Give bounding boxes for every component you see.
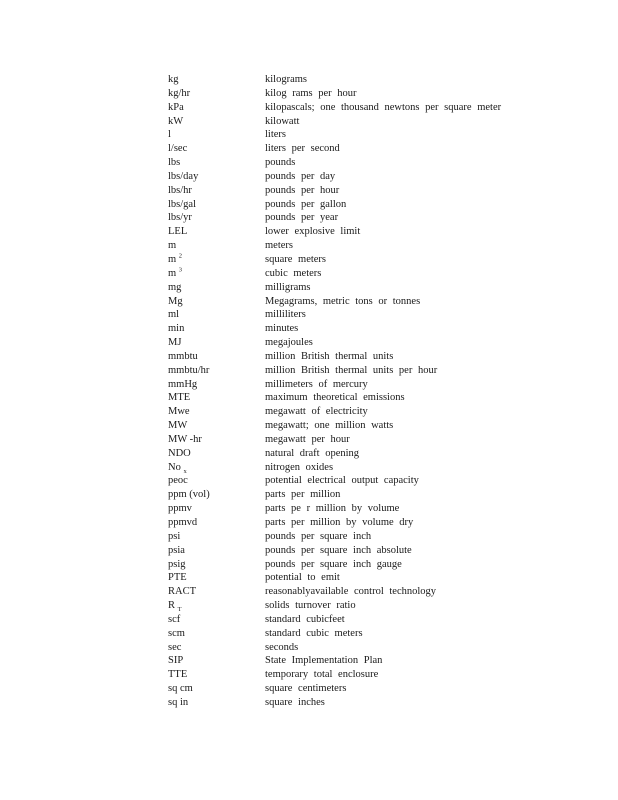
definition: megawatt; one million watts <box>265 420 394 432</box>
abbreviation-text: m <box>168 253 177 265</box>
glossary-row <box>168 447 588 461</box>
abbreviation <box>168 461 265 475</box>
glossary-row <box>168 544 588 558</box>
abbreviation <box>168 239 265 253</box>
glossary-row <box>168 322 588 336</box>
glossary-row <box>168 613 588 627</box>
definition: temporary total enclosure <box>265 669 379 681</box>
glossary-row <box>168 585 588 599</box>
abbreviation <box>168 627 265 641</box>
definition: natural draft opening <box>265 447 360 459</box>
abbreviation <box>168 474 265 488</box>
abbreviation-text: kg <box>168 74 179 85</box>
glossary-row <box>168 170 588 184</box>
abbreviation <box>168 308 265 322</box>
abbreviation <box>168 225 265 239</box>
glossary-row <box>168 654 588 668</box>
glossary-row <box>168 73 588 87</box>
abbreviation-text: MJ <box>168 337 182 349</box>
abbreviation-text: mmbtu <box>168 350 198 362</box>
abbreviation-text: psia <box>168 544 185 556</box>
abbreviation <box>168 558 265 572</box>
abbreviation <box>168 156 265 170</box>
abbreviation-text: peoc <box>168 475 188 487</box>
abbreviation-superscript: 2 <box>178 252 183 260</box>
abbreviation <box>168 281 265 295</box>
abbreviation-text: ml <box>168 309 180 321</box>
abbreviation <box>168 142 265 156</box>
definition: kilog rams per hour <box>265 87 357 99</box>
definition: kilograms <box>265 74 307 85</box>
glossary-row <box>168 115 588 129</box>
abbreviation-text: sec <box>168 641 182 653</box>
abbreviation <box>168 170 265 184</box>
abbreviation-text: mg <box>168 281 182 293</box>
definition: minutes <box>265 323 299 335</box>
abbreviation-text: sq in <box>168 696 189 708</box>
definition: nitrogen oxides <box>265 461 334 473</box>
definition: liters per second <box>265 143 340 155</box>
abbreviation-text: LEL <box>168 226 188 238</box>
glossary-row <box>168 474 588 488</box>
abbreviation-text: m <box>168 240 177 252</box>
abbreviation <box>168 322 265 336</box>
abbreviation <box>168 295 265 309</box>
abbreviation <box>168 73 265 87</box>
abbreviation-text: psig <box>168 558 186 570</box>
glossary-row <box>168 295 588 309</box>
abbreviation <box>168 184 265 198</box>
abbreviation <box>168 253 265 267</box>
abbreviation <box>168 654 265 668</box>
abbreviation <box>168 350 265 364</box>
definition: seconds <box>265 641 299 653</box>
abbreviation-text: R <box>168 600 176 612</box>
glossary-row <box>168 267 588 281</box>
definition: liters <box>265 129 286 141</box>
glossary-row <box>168 516 588 530</box>
abbreviation-text: No <box>168 461 181 473</box>
definition: pounds per square inch gauge <box>265 558 402 570</box>
glossary-row <box>168 641 588 655</box>
abbreviation-text: l <box>168 129 171 141</box>
abbreviation <box>168 502 265 516</box>
glossary-row <box>168 336 588 350</box>
abbreviation-text: SIP <box>168 655 184 667</box>
abbreviation <box>168 198 265 212</box>
definition: kilopascals; one thousand newtons per square meter <box>265 101 502 113</box>
glossary-row <box>168 211 588 225</box>
definition: pounds per year <box>265 212 339 224</box>
abbreviation-text: ppmvd <box>168 517 198 528</box>
abbreviation <box>168 599 265 613</box>
definition: kilowatt <box>265 115 300 127</box>
abbreviation-text: MW -hr <box>168 433 202 445</box>
glossary-row <box>168 502 588 516</box>
definition: milligrams <box>265 281 311 293</box>
abbreviation-text: Mwe <box>168 406 190 418</box>
definition: pounds <box>265 157 296 169</box>
abbreviation <box>168 364 265 378</box>
glossary-row <box>168 378 588 392</box>
definition: parts per million by volume dry <box>265 517 414 528</box>
abbreviation-text: PTE <box>168 572 187 584</box>
abbreviation-text: sq cm <box>168 683 193 695</box>
abbreviation-text: psi <box>168 530 181 542</box>
glossary-row <box>168 308 588 322</box>
glossary-row <box>168 128 588 142</box>
glossary-row <box>168 198 588 212</box>
abbreviation <box>168 336 265 350</box>
definition: megawatt of electricity <box>265 406 368 418</box>
abbreviation-text: ppm (vol) <box>168 489 210 501</box>
glossary-row <box>168 225 588 239</box>
abbreviation-text: ppmv <box>168 503 192 515</box>
definition: potential electrical output capacity <box>265 475 419 487</box>
definition: maximum theoretical emissions <box>265 392 405 404</box>
abbreviation-text: lbs <box>168 157 181 169</box>
abbreviation <box>168 378 265 392</box>
definition: pounds per square inch absolute <box>265 544 412 556</box>
definition: pounds per gallon <box>265 198 347 210</box>
abbreviation <box>168 613 265 627</box>
glossary-row <box>168 530 588 544</box>
abbreviation <box>168 530 265 544</box>
abbreviation <box>168 571 265 585</box>
definition: parts per million <box>265 489 341 501</box>
abbreviation <box>168 211 265 225</box>
abbreviation-text: kPa <box>168 101 184 113</box>
abbreviation-text: scm <box>168 627 185 639</box>
abbreviation-text: lbs/yr <box>168 212 192 224</box>
abbreviation <box>168 115 265 129</box>
glossary-row <box>168 101 588 115</box>
abbreviation-text: MTE <box>168 392 191 404</box>
abbreviation-text: kW <box>168 115 184 127</box>
glossary-row <box>168 433 588 447</box>
definition: parts pe r million by volume <box>265 503 400 515</box>
definition: megawatt per hour <box>265 433 350 445</box>
glossary-row <box>168 87 588 101</box>
abbreviation-text: mmHg <box>168 378 198 390</box>
definition: lower explosive limit <box>265 226 361 238</box>
glossary-row <box>168 156 588 170</box>
abbreviation <box>168 682 265 696</box>
abbreviation <box>168 405 265 419</box>
definition: pounds per square inch <box>265 530 372 542</box>
glossary-row <box>168 558 588 572</box>
abbreviation <box>168 87 265 101</box>
definition: cubic meters <box>265 267 322 279</box>
abbreviation-text: TTE <box>168 669 188 681</box>
glossary-row <box>168 239 588 253</box>
glossary-row <box>168 253 588 267</box>
abbreviation-superscript: 3 <box>178 266 183 274</box>
definition: milliliters <box>265 309 306 321</box>
abbreviation-subscript: x <box>183 467 187 475</box>
abbreviation-text: lbs/day <box>168 170 199 182</box>
glossary-row <box>168 391 588 405</box>
abbreviation-text: mmbtu/hr <box>168 364 210 376</box>
glossary-row <box>168 461 588 475</box>
abbreviation-text: lbs/gal <box>168 198 196 210</box>
abbreviation-text: Mg <box>168 295 183 307</box>
definition: million British thermal units <box>265 350 394 362</box>
glossary-row <box>168 405 588 419</box>
definition: pounds per day <box>265 170 336 182</box>
definition: square centimeters <box>265 683 347 695</box>
abbreviation <box>168 267 265 281</box>
glossary-row <box>168 364 588 378</box>
definition: standard cubic meters <box>265 627 363 639</box>
abbreviation <box>168 128 265 142</box>
abbreviation-text: NDO <box>168 447 191 459</box>
abbreviations-list <box>168 73 588 710</box>
abbreviation <box>168 696 265 710</box>
abbreviation-text: kg/hr <box>168 87 191 99</box>
glossary-row <box>168 627 588 641</box>
abbreviation <box>168 488 265 502</box>
abbreviation-text: m <box>168 267 177 279</box>
glossary-row <box>168 599 588 613</box>
glossary-row <box>168 488 588 502</box>
abbreviation-text: l/sec <box>168 143 188 155</box>
definition: square meters <box>265 253 327 265</box>
glossary-row <box>168 184 588 198</box>
definition: millimeters of mercury <box>265 378 368 390</box>
definition: State Implementation Plan <box>265 655 383 667</box>
definition: potential to emit <box>265 572 340 584</box>
definition: standard cubicfeet <box>265 613 345 625</box>
definition: meters <box>265 240 293 252</box>
abbreviation <box>168 101 265 115</box>
definition: square inches <box>265 696 325 708</box>
definition: solids turnover ratio <box>265 600 356 612</box>
abbreviation <box>168 641 265 655</box>
abbreviation <box>168 433 265 447</box>
abbreviation <box>168 419 265 433</box>
abbreviation <box>168 516 265 530</box>
abbreviation <box>168 447 265 461</box>
abbreviation <box>168 585 265 599</box>
definition: million British thermal units per hour <box>265 364 438 376</box>
glossary-row <box>168 419 588 433</box>
glossary-row <box>168 696 588 710</box>
glossary-row <box>168 571 588 585</box>
abbreviation-text: RACT <box>168 586 197 598</box>
glossary-row <box>168 281 588 295</box>
abbreviation-subscript: T <box>177 606 182 614</box>
abbreviation <box>168 668 265 682</box>
definition: megajoules <box>265 337 313 349</box>
abbreviation-text: min <box>168 323 185 335</box>
glossary-row <box>168 668 588 682</box>
abbreviation-text: scf <box>168 613 181 625</box>
definition: reasonablyavailable control technology <box>265 586 437 598</box>
definition: Megagrams, metric tons or tonnes <box>265 295 421 307</box>
definition: pounds per hour <box>265 184 340 196</box>
abbreviation-text: MW <box>168 420 188 432</box>
abbreviation-text: lbs/hr <box>168 184 192 196</box>
glossary-row <box>168 350 588 364</box>
abbreviation <box>168 391 265 405</box>
glossary-row <box>168 142 588 156</box>
abbreviation <box>168 544 265 558</box>
glossary-row <box>168 682 588 696</box>
